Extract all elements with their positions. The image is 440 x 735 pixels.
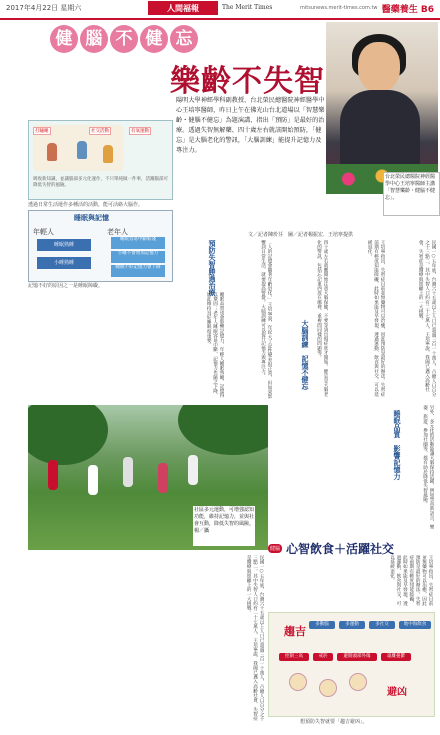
kicker-char: 健: [140, 25, 168, 53]
body-column: 睡眠品質也會影響記憶力，年輕人睡眠熟睡，記憶得以鞏固；老年人睡眠容易中斷，記憶力也隨之下降，因此維持良好睡眠很重要。: [206, 292, 224, 398]
page-header: [0, 0, 440, 20]
young-item: 睡眠熟睡: [37, 239, 91, 251]
illustration-text: 吸收新知識，並讓腦部多元化運作，不只單純做一件事，活躍腦部可降低失智的風險。: [33, 177, 168, 188]
prevention-chip: 多動腦: [309, 621, 335, 629]
newspaper-logo: 人間福報: [148, 1, 218, 15]
body-column: 另外，多元化的活動能讓大腦保持活躍，例如學習新語言、樂器、旅遊、參加社團等，都有助於降低失智風險。: [422, 405, 434, 530]
young-item: 小睡熟睡: [37, 257, 91, 269]
brain-activity-illustration: [28, 120, 173, 200]
prevention-chip: 多運動: [339, 621, 365, 629]
speaker-photo: [326, 22, 438, 194]
illustration-tag: 打瞌睡: [35, 129, 49, 134]
section-pill: 健腦: [270, 546, 281, 552]
memory-caption: 記憶不好的原因之一是睡眠障礙。: [28, 283, 104, 289]
old-label: 老年人: [107, 228, 128, 236]
kicker-title: [50, 25, 198, 55]
illustration-caption: 透過日常生活運作多種活的活動，能可活絡大腦作。: [28, 202, 144, 208]
masthead-english: The Merit Times: [222, 4, 273, 11]
body-column: 王培寧指出，失智症目前並無藥物可以治癒，因此預防是最好的辦法。失智症前期有輕度知能障礙，此時如果能及早發現，透過運動、飲食與社交，可以延緩退化。: [367, 240, 385, 397]
speaker-photo-caption: 台北榮民總醫院神經醫學中心王培寧醫師主講「智慧樂齡・健腦不健忘」。: [383, 172, 440, 216]
prevention-chip: 地中海飲食: [399, 621, 431, 629]
section-label: 醫藥養生 B6: [381, 5, 434, 15]
body-column: 四十歲左右就應開始注意大腦保健，不要等到出現症狀才開始。健忘是大腦老化的警訊，包括忘記東西放在哪裡、重複問同樣的問題等。: [316, 240, 328, 397]
exercise-photo-caption: 社區多元運動，可增強認知功能，維持記憶力，並與社會互動，降低失智的風險。楊／攝: [193, 506, 255, 546]
website-url: mitsunews.merit-times.com.tw: [300, 5, 378, 11]
byline: 文／記者陳玠芬 圖／記者楊振宏．王培寧提供: [248, 232, 354, 238]
young-label: 年輕人: [33, 228, 54, 236]
good-label: 趨吉: [284, 625, 306, 638]
prevention-chip: 避開頭部外傷: [337, 653, 377, 661]
main-headline: 樂齡不失智: [170, 64, 325, 99]
subhead: 預防失智勝過治療: [208, 240, 216, 296]
kicker-char: 忘: [170, 25, 198, 53]
kicker-char: 健: [50, 25, 78, 53]
face-icon: [349, 673, 367, 691]
subhead: 睡眠品質 影響記憶力: [393, 410, 401, 480]
lead-paragraph: 陽明大學神經學科副教授、台北榮民總醫院神經醫學中心王培寧醫師，昨日上午在佛光山台北道場以「智慧樂齡・健腦不健忘」為題演講，指出「預防」是最好的治療。透過失智無解藥、四十歲左右就該開始預防，「健忘」是大腦老化的警訊，「大腦訓練」能提升記憶力及專注力。: [176, 97, 325, 154]
face-icon: [319, 679, 337, 697]
face-icon: [289, 673, 307, 691]
prevention-chip: 戒菸: [313, 653, 333, 661]
subhead: 大腦訓練 記憶不健忘: [301, 320, 309, 390]
prevention-illustration: [268, 612, 435, 717]
avoid-label: 避凶: [387, 687, 407, 698]
body-column: 「人的記憶會隨著年齡退化。」王培寧說，年紀大了記性變差很正常，但如果影響到日常生活，就要提高警覺。大腦訓練可以提升記憶力與專注力。: [260, 240, 272, 399]
kicker-char: 腦: [80, 25, 108, 53]
section-title: [268, 540, 394, 557]
prevention-chip: 多社交: [369, 621, 395, 629]
prevention-chip: 控制三高: [279, 653, 309, 661]
prevention-chip: 遠離憂鬱: [381, 653, 411, 661]
body-column: 民國一○五年底，台灣六十五歲以上人口已超過三百一十萬人，占總人口百分之十三點二，其中失智人口約有二十七萬人，王培寧說，我國已邁入高齡社會，失智症是醫療與照顧上的一大挑戰。: [246, 555, 264, 721]
old-item: 小睡不會增加記憶力: [111, 251, 165, 263]
issue-date: 2017年4月22日 星期六: [6, 4, 82, 12]
prevention-caption: 想預防失智就要「趨吉避凶」。: [300, 719, 368, 725]
old-item: 睡眠不好記憶力會下降: [111, 265, 165, 277]
illustration-tag: 有氧運動: [131, 129, 149, 134]
old-item: 睡眠容易中斷較淺: [111, 237, 165, 249]
memory-box-title: 睡眠與記憶: [74, 214, 109, 222]
section-heading: 心智飲食＋活躍社交: [286, 542, 395, 556]
illustration-tag: 社交活動: [91, 129, 109, 134]
sleep-memory-chart: [28, 210, 173, 282]
body-column: 民國一○五年底，台灣六十五歲以上人口已超過三百一十萬人，占總人口百分之十三點二，其中失智人口約有二十七萬人，王培寧說，我國已邁入高齡社會，失智症是醫療與照顧上的一大挑戰。: [418, 240, 436, 397]
body-column: 王培寧指出，失智症目前並無藥物可以治癒，因此預防是最好的辦法。失智症前期有輕度知能障礙，此時如果能及早發現，透過運動、飲食與社交，可以延緩退化。: [389, 555, 433, 606]
kicker-char: 不: [110, 25, 138, 53]
